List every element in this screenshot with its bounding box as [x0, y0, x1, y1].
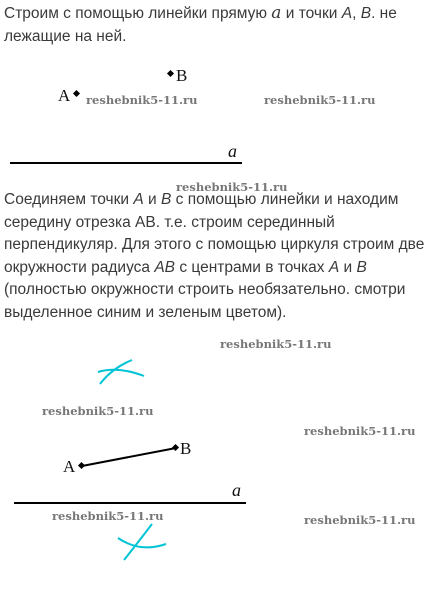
intro-text-end: . не лежащие на ней. [4, 5, 397, 45]
fig1-label-b: В [176, 66, 188, 85]
construction-text-3: с помощью линейки и находим середину отрезка АВ. т.е. строим серединный перпендикуляр. Для этого с помощью циркуля строим две окружности радиуса [4, 191, 425, 276]
point-a-ref: А [341, 5, 353, 22]
watermark: reshebnik5-11.ru [304, 513, 416, 527]
watermark: reshebnik5-11.ru [52, 509, 164, 523]
fig1-line-a [10, 162, 242, 164]
watermark: reshebnik5-11.ru [176, 180, 288, 194]
fig2-line-label: a [232, 480, 241, 500]
watermark: reshebnik5-11.ru [42, 404, 154, 418]
arc-lower-from-a [118, 538, 166, 547]
watermark: reshebnik5-11.ru [304, 424, 416, 438]
watermark: reshebnik5-11.ru [86, 93, 198, 107]
point-b-ref-2: В [160, 191, 172, 208]
construction-text-4: с центрами в точках [175, 258, 329, 276]
construction-text-5: и [339, 258, 357, 276]
segment-ab [82, 448, 176, 466]
fig2-line-a [14, 502, 246, 504]
arc-upper-from-b [100, 360, 132, 384]
intro-comma: , [352, 5, 361, 22]
intro-text-middle: и точки [281, 5, 342, 22]
intro-text: Строим с помощью линейки прямую [4, 5, 272, 22]
fig1-line-label: a [228, 141, 237, 161]
line-symbol: a [271, 3, 282, 23]
fig1-label-a: А [58, 86, 71, 105]
construction-paragraph [4, 189, 434, 324]
fig2-point-a [78, 462, 85, 469]
fig2-label-a: А [63, 457, 76, 476]
arc-upper-from-a [98, 370, 144, 376]
point-b-ref-3: В [356, 258, 367, 276]
point-a-ref-3: А [328, 258, 340, 276]
segment-ab-ref: АВ [154, 258, 176, 276]
watermark: reshebnik5-11.ru [220, 337, 332, 351]
intro-paragraph [4, 2, 434, 48]
fig2-label-b: В [180, 439, 192, 458]
point-a-ref-2: А [133, 191, 144, 208]
construction-text-1: Соединяем точки [4, 191, 134, 208]
point-b-ref: В [360, 5, 372, 22]
construction-text-6: (полностью окружности строить необязательно. смотри выделенное синим и зеленым цветом). [4, 281, 406, 321]
fig2-point-b [172, 444, 179, 451]
fig1-point-a [73, 90, 80, 97]
construction-text-2: и [143, 191, 161, 208]
fig1-point-b [167, 70, 174, 77]
arc-lower-from-b [124, 524, 152, 560]
watermark: reshebnik5-11.ru [264, 93, 376, 107]
